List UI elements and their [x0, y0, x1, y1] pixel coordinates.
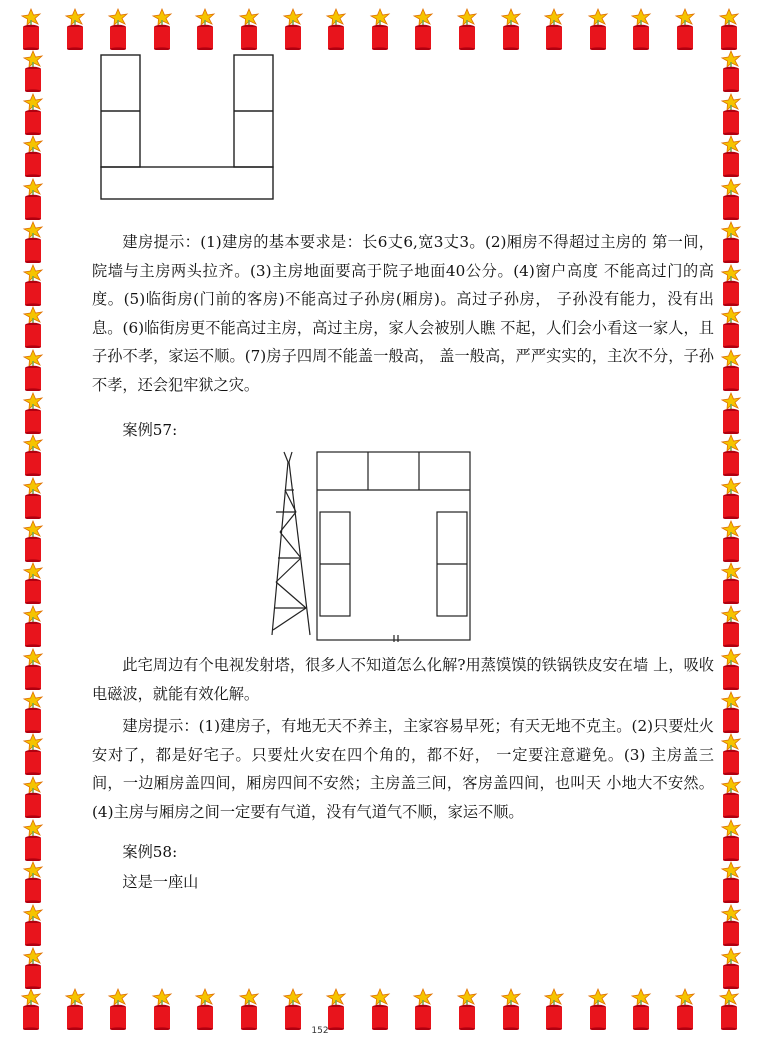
- building-tips-paragraph-1: 建房提示：(1)建房的基本要求是：长6丈6,宽3丈3。(2)厢房不得超过主房的 第一间，院墙与主房两头拉齐。(3)主房地面要高于院子地面40公分。(4)窗户高度 不能高过门的高度。(5)临街房(门前的客房)不能高过子孙房(厢房)。高过子孙房， 子孙没有能力，没有出息。(6)临街房更不能高过主房，高过主房，家人会被别人瞧 不起，人们会小看这一家人，且子孙不孝，家运不顺。(7)房子四周不能盖一般高， 盖一般高，严严实实的，主次不分，子孙不孝，还会犯牢狱之灾。: [92, 233, 714, 394]
- firecracker-icon: [716, 861, 746, 903]
- firecracker-icon: [147, 8, 177, 50]
- mountain-text: 这是一座山: [122, 873, 199, 891]
- firecracker-icon: [147, 988, 177, 1030]
- firecracker-icon: [18, 562, 48, 604]
- border-right: [712, 50, 754, 990]
- firecracker-icon: [716, 434, 746, 476]
- firecracker-icon: [626, 988, 656, 1030]
- firecracker-icon: [60, 988, 90, 1030]
- firecracker-icon: [716, 691, 746, 733]
- firecracker-icon: [16, 8, 46, 50]
- firecracker-icon: [716, 392, 746, 434]
- firecracker-icon: [716, 349, 746, 391]
- firecracker-icon: [18, 477, 48, 519]
- firecracker-icon: [716, 93, 746, 135]
- firecracker-icon: [496, 8, 526, 50]
- firecracker-icon: [18, 776, 48, 818]
- firecracker-icon: [365, 8, 395, 50]
- firecracker-icon: [539, 8, 569, 50]
- firecracker-icon: [716, 605, 746, 647]
- firecracker-icon: [716, 819, 746, 861]
- building-tips-paragraph-2: 建房提示：(1)建房子，有地无天不养主，主家容易早死；有天无地不克主。(2)只要灶火安对了，都是好宅子。只要灶火安在四个角的，都不好， 一定要注意避免。(3) 主房盖三间，一边厢房盖四间，厢房四间不安然；主房盖三间，客房盖四间，也叫天 小地大不安然。(4)主房与厢房之间一定要有气道，没有气道气不顺，家运不顺。: [92, 717, 714, 821]
- firecracker-icon: [18, 733, 48, 775]
- case-57-label: 案例57:: [122, 421, 178, 439]
- firecracker-icon: [583, 8, 613, 50]
- firecracker-icon: [18, 861, 48, 903]
- firecracker-icon: [18, 93, 48, 135]
- firecracker-icon: [452, 988, 482, 1030]
- firecracker-icon: [321, 988, 351, 1030]
- firecracker-icon: [18, 904, 48, 946]
- firecracker-icon: [18, 691, 48, 733]
- firecracker-icon: [18, 221, 48, 263]
- case-58-label: 案例58:: [122, 843, 178, 861]
- firecracker-icon: [716, 306, 746, 348]
- firecracker-icon: [16, 988, 46, 1030]
- firecracker-icon: [716, 733, 746, 775]
- firecracker-icon: [234, 988, 264, 1030]
- firecracker-icon: [18, 306, 48, 348]
- firecracker-icon: [408, 988, 438, 1030]
- firecracker-icon: [539, 988, 569, 1030]
- firecracker-icon: [18, 434, 48, 476]
- firecracker-icon: [18, 947, 48, 989]
- firecracker-icon: [18, 392, 48, 434]
- firecracker-icon: [670, 8, 700, 50]
- firecracker-icon: [716, 776, 746, 818]
- firecracker-icon: [234, 8, 264, 50]
- border-bottom: [0, 988, 758, 1030]
- firecracker-icon: [18, 648, 48, 690]
- firecracker-icon: [408, 8, 438, 50]
- tower-courtyard-diagram: [262, 450, 482, 645]
- firecracker-icon: [716, 178, 746, 220]
- tower-description-paragraph: 此宅周边有个电视发射塔，很多人不知道怎么化解?用蒸馍馍的铁锅铁皮安在墙 上，吸收电磁波，就能有效化解。: [92, 656, 714, 703]
- border-top: [0, 8, 758, 50]
- firecracker-icon: [716, 135, 746, 177]
- firecracker-icon: [714, 988, 744, 1030]
- firecracker-icon: [716, 904, 746, 946]
- firecracker-icon: [716, 562, 746, 604]
- firecracker-icon: [365, 988, 395, 1030]
- firecracker-icon: [18, 819, 48, 861]
- firecracker-icon: [278, 8, 308, 50]
- firecracker-icon: [190, 8, 220, 50]
- firecracker-icon: [18, 50, 48, 92]
- firecracker-icon: [278, 988, 308, 1030]
- firecracker-icon: [452, 8, 482, 50]
- firecracker-icon: [716, 477, 746, 519]
- floor-plan-diagram-top: [95, 50, 280, 202]
- firecracker-icon: [18, 520, 48, 562]
- firecracker-icon: [496, 988, 526, 1030]
- firecracker-icon: [716, 520, 746, 562]
- firecracker-icon: [716, 947, 746, 989]
- firecracker-icon: [103, 8, 133, 50]
- firecracker-icon: [716, 50, 746, 92]
- firecracker-icon: [321, 8, 351, 50]
- firecracker-icon: [716, 264, 746, 306]
- firecracker-icon: [716, 221, 746, 263]
- transmission-tower-icon: [272, 452, 310, 635]
- firecracker-icon: [190, 988, 220, 1030]
- firecracker-icon: [60, 8, 90, 50]
- firecracker-icon: [714, 8, 744, 50]
- firecracker-icon: [670, 988, 700, 1030]
- firecracker-icon: [18, 605, 48, 647]
- border-left: [14, 50, 56, 990]
- firecracker-icon: [716, 648, 746, 690]
- firecracker-icon: [103, 988, 133, 1030]
- firecracker-icon: [583, 988, 613, 1030]
- firecracker-icon: [18, 349, 48, 391]
- page-number: 152: [311, 1026, 329, 1036]
- firecracker-icon: [626, 8, 656, 50]
- firecracker-icon: [18, 264, 48, 306]
- firecracker-icon: [18, 135, 48, 177]
- firecracker-icon: [18, 178, 48, 220]
